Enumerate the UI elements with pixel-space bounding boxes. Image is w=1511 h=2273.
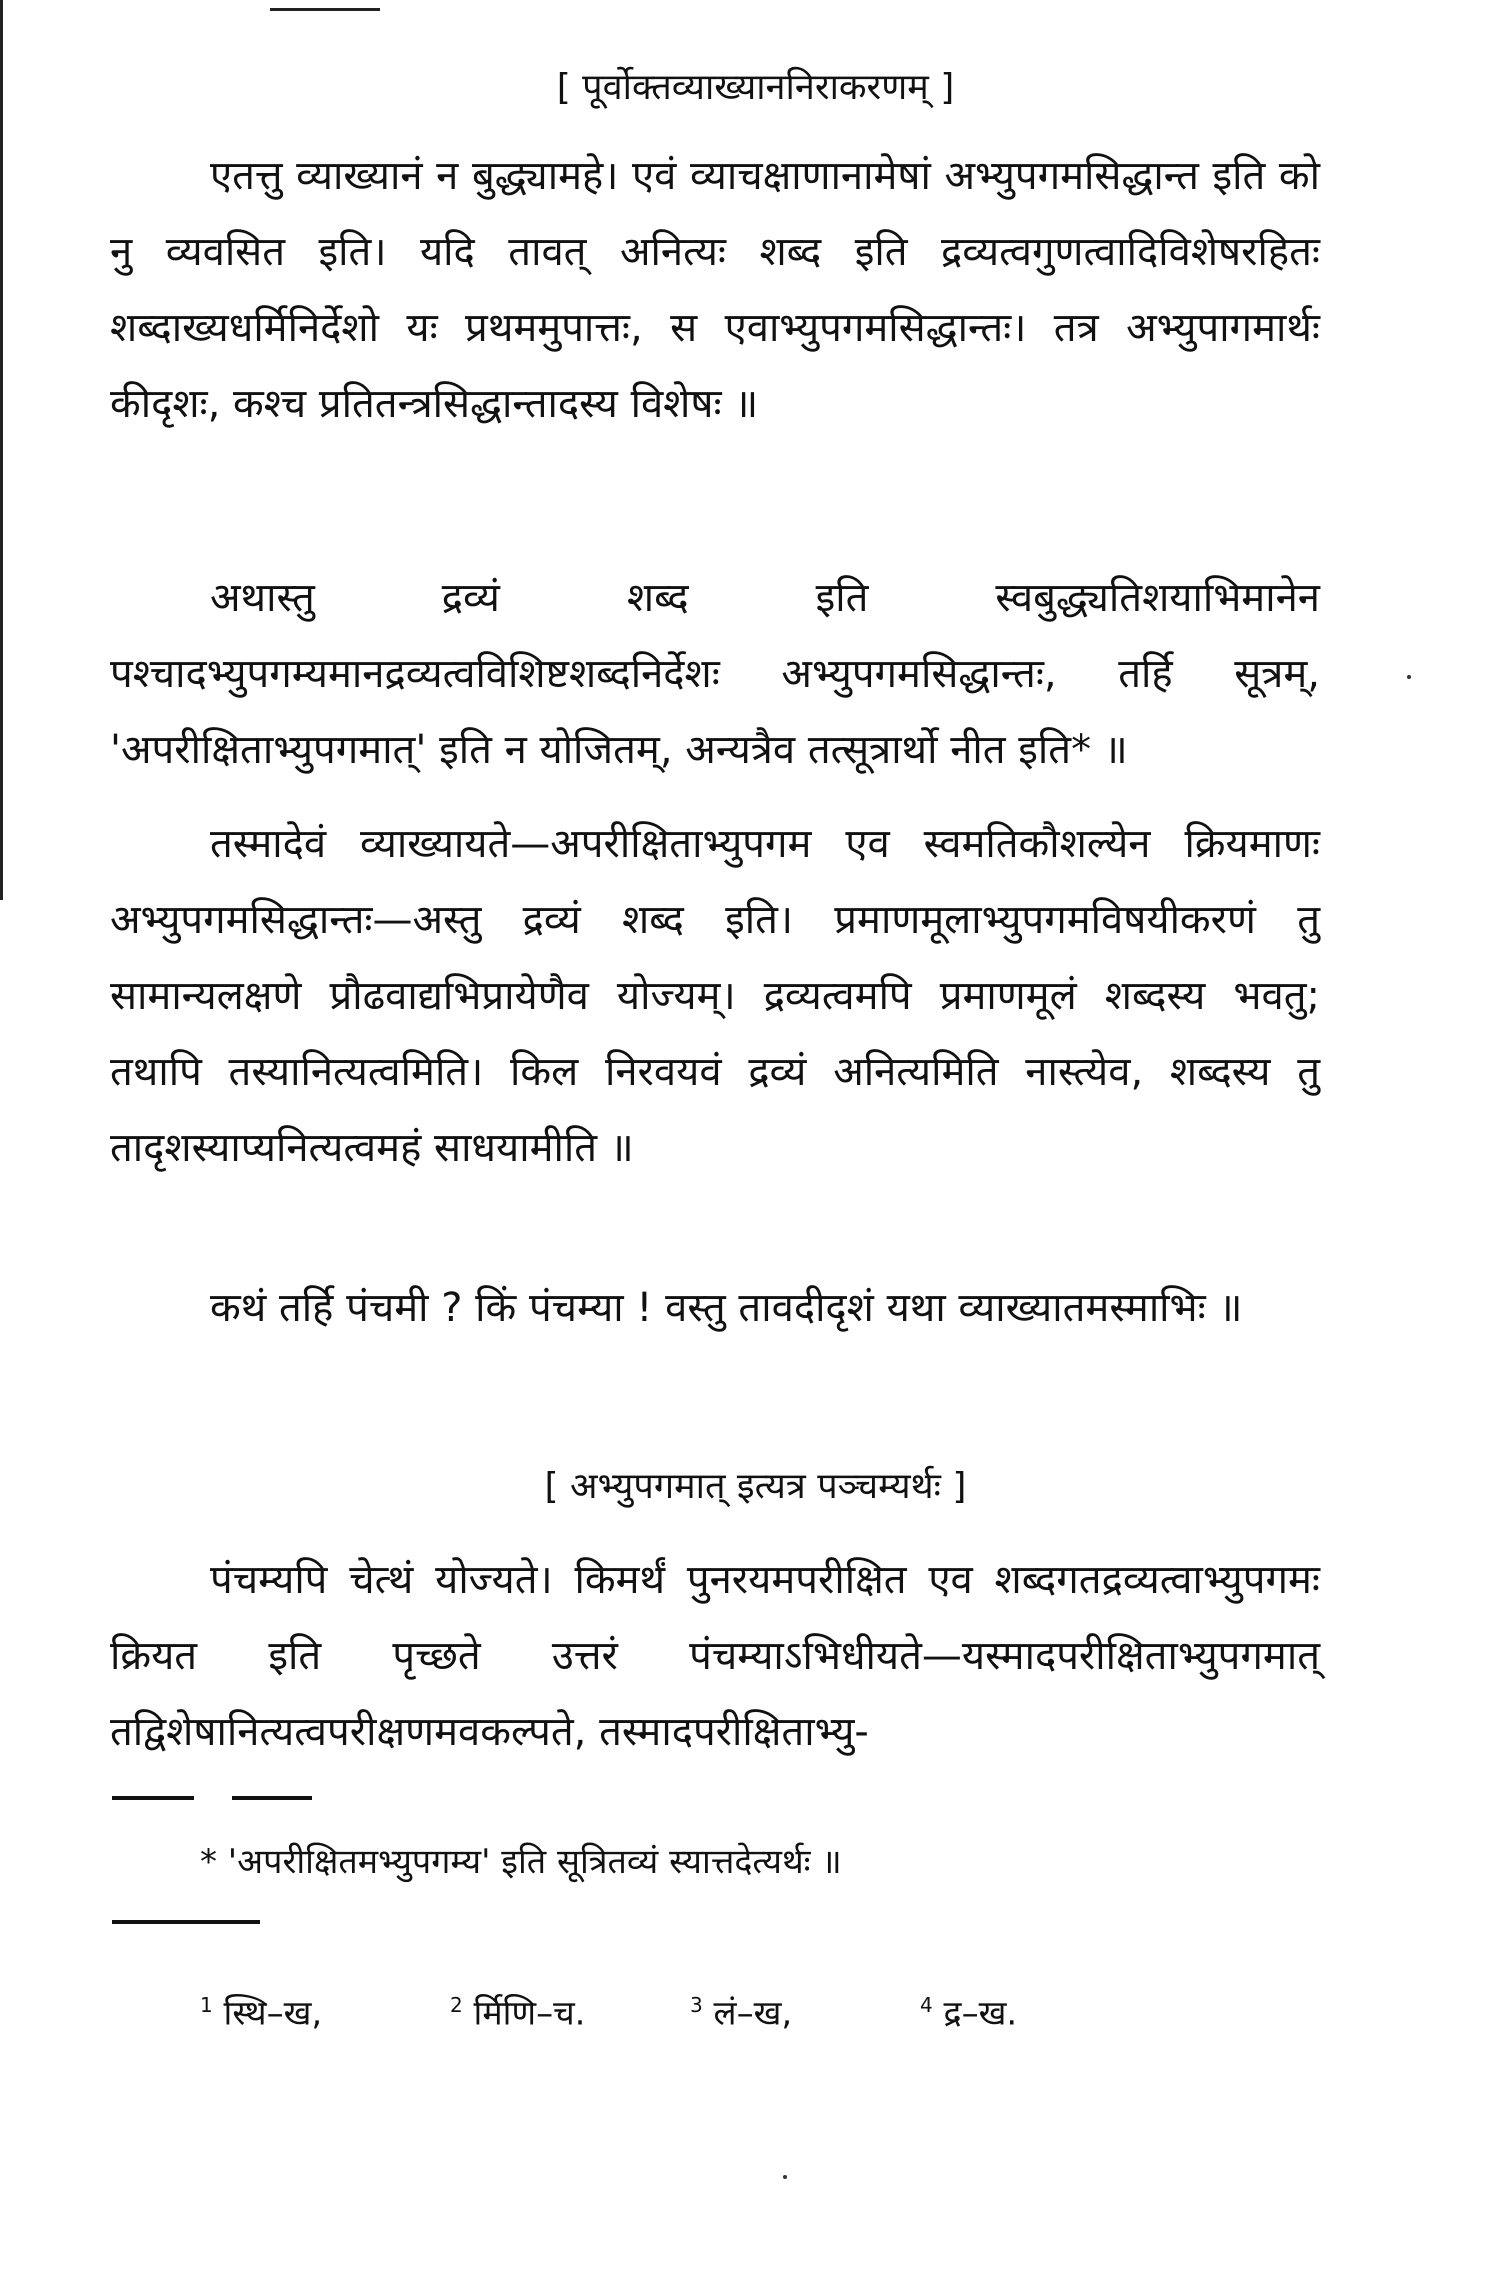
variant-reading-2: $^2$ र्मिणि–च. [450,1993,586,2034]
paragraph-4: कथं तर्हि पंचमी ? किं पंचम्या ! वस्तु तावदीदृशं यथा व्याख्यातमस्माभिः ॥ [210,1285,1243,1331]
paragraph-1-block [110,138,1320,442]
variant-reading-3: $^3$ लं–ख, [690,1993,793,2034]
scan-speck [783,2175,787,2179]
scan-speck [1407,675,1411,679]
paragraph-1: एतत्तु व्याख्यानं न बुद्ध्यामहे। एवं व्याचक्षाणानामेषां अभ्युपगमसिद्धान्त इति को नु व्यवसित इति। यदि तावत् अनित्यः शब्द इति द्रव्यत्वगुणत्वादिविशेषरहितः शब्दाख्यधर्मिनिर्देशो यः प्रथममुपात्तः, स एवाभ्युपगमसिद्धान्तः। तत्र अभ्युपागमार्थः कीदृशः, कश्च प्रतितन्त्रसिद्धान्तादस्य विशेषः ॥ [110,153,1320,427]
paragraph-3-block [110,806,1320,1186]
variant-reading-4: $^4$ द्र–ख. [920,1993,1018,2034]
footnote-rule-right [232,1796,312,1800]
variant-reading-1: $^1$ स्थि–ख, [200,1993,323,2034]
top-edge-mark [270,0,380,11]
section-heading-2: [ अभ्युपगमात् इत्यत्र पञ्चम्यर्थः ] [544,1466,967,1507]
paragraph-3: तस्मादेवं व्याख्यायते—अपरीक्षिताभ्युपगम एव स्वमतिकौशल्येन क्रियमाणः अभ्युपगमसिद्धान्तः—अस्तु द्रव्यं शब्द इति। प्रमाणमूलाभ्युपगमविषयीकरणं तु सामान्यलक्षणे प्रौढवाद्यभिप्रायेणैव योज्यम्। द्रव्यत्वमपि प्रमाणमूलं शब्दस्य भवतु; तथापि तस्यानित्यत्वमिति। किल निरवयवं द्रव्यं अनित्यमिति नास्त्येव, शब्दस्य तु तादृशस्याप्यनित्यत्वमहं साधयामीति ॥ [110,821,1320,1171]
footnote-star: * 'अपरीक्षितमभ्युपगम्य' इति सूत्रितव्यं स्यात्तदेत्यर्थः ॥ [200,1842,842,1882]
paragraph-5: पंचम्यपि चेत्थं योज्यते। किमर्थं पुनरयमपरीक्षित एव शब्दगतद्रव्यत्वाभ्युपगमः क्रियत इति पृच्छते उत्तरं पंचम्याऽभिधीयते—यस्मादपरीक्षिताभ्युपगमात् तद्विशेषानित्यत्वपरीक्षणमवकल्पते, तस्मादपरीक्षिताभ्यु- [110,1557,1320,1755]
scan-edge-line [0,0,3,900]
paragraph-4-block [110,1270,1320,1346]
footnote-rule-left [112,1796,194,1800]
section-heading-1: [ पूर्वोक्तव्याख्याननिराकरणम् ] [556,67,955,108]
paragraph-5-block [110,1542,1320,1770]
paragraph-2: अथास्तु द्रव्यं शब्द इति स्वबुद्ध्यतिशयाभिमानेन पश्चादभ्युपगम्यमानद्रव्यत्वविशिष्टशब्दनिर्देशः अभ्युपगमसिद्धान्तः, तर्हि सूत्रम्, 'अपरीक्षिताभ्युपगमात्' इति न योजितम्, अन्यत्रैव तत्सूत्रार्थो नीत इति* ॥ [110,575,1320,773]
variant-readings-rule [112,1920,260,1924]
variant-readings [200,1983,1200,2035]
paragraph-2-block [110,560,1320,788]
